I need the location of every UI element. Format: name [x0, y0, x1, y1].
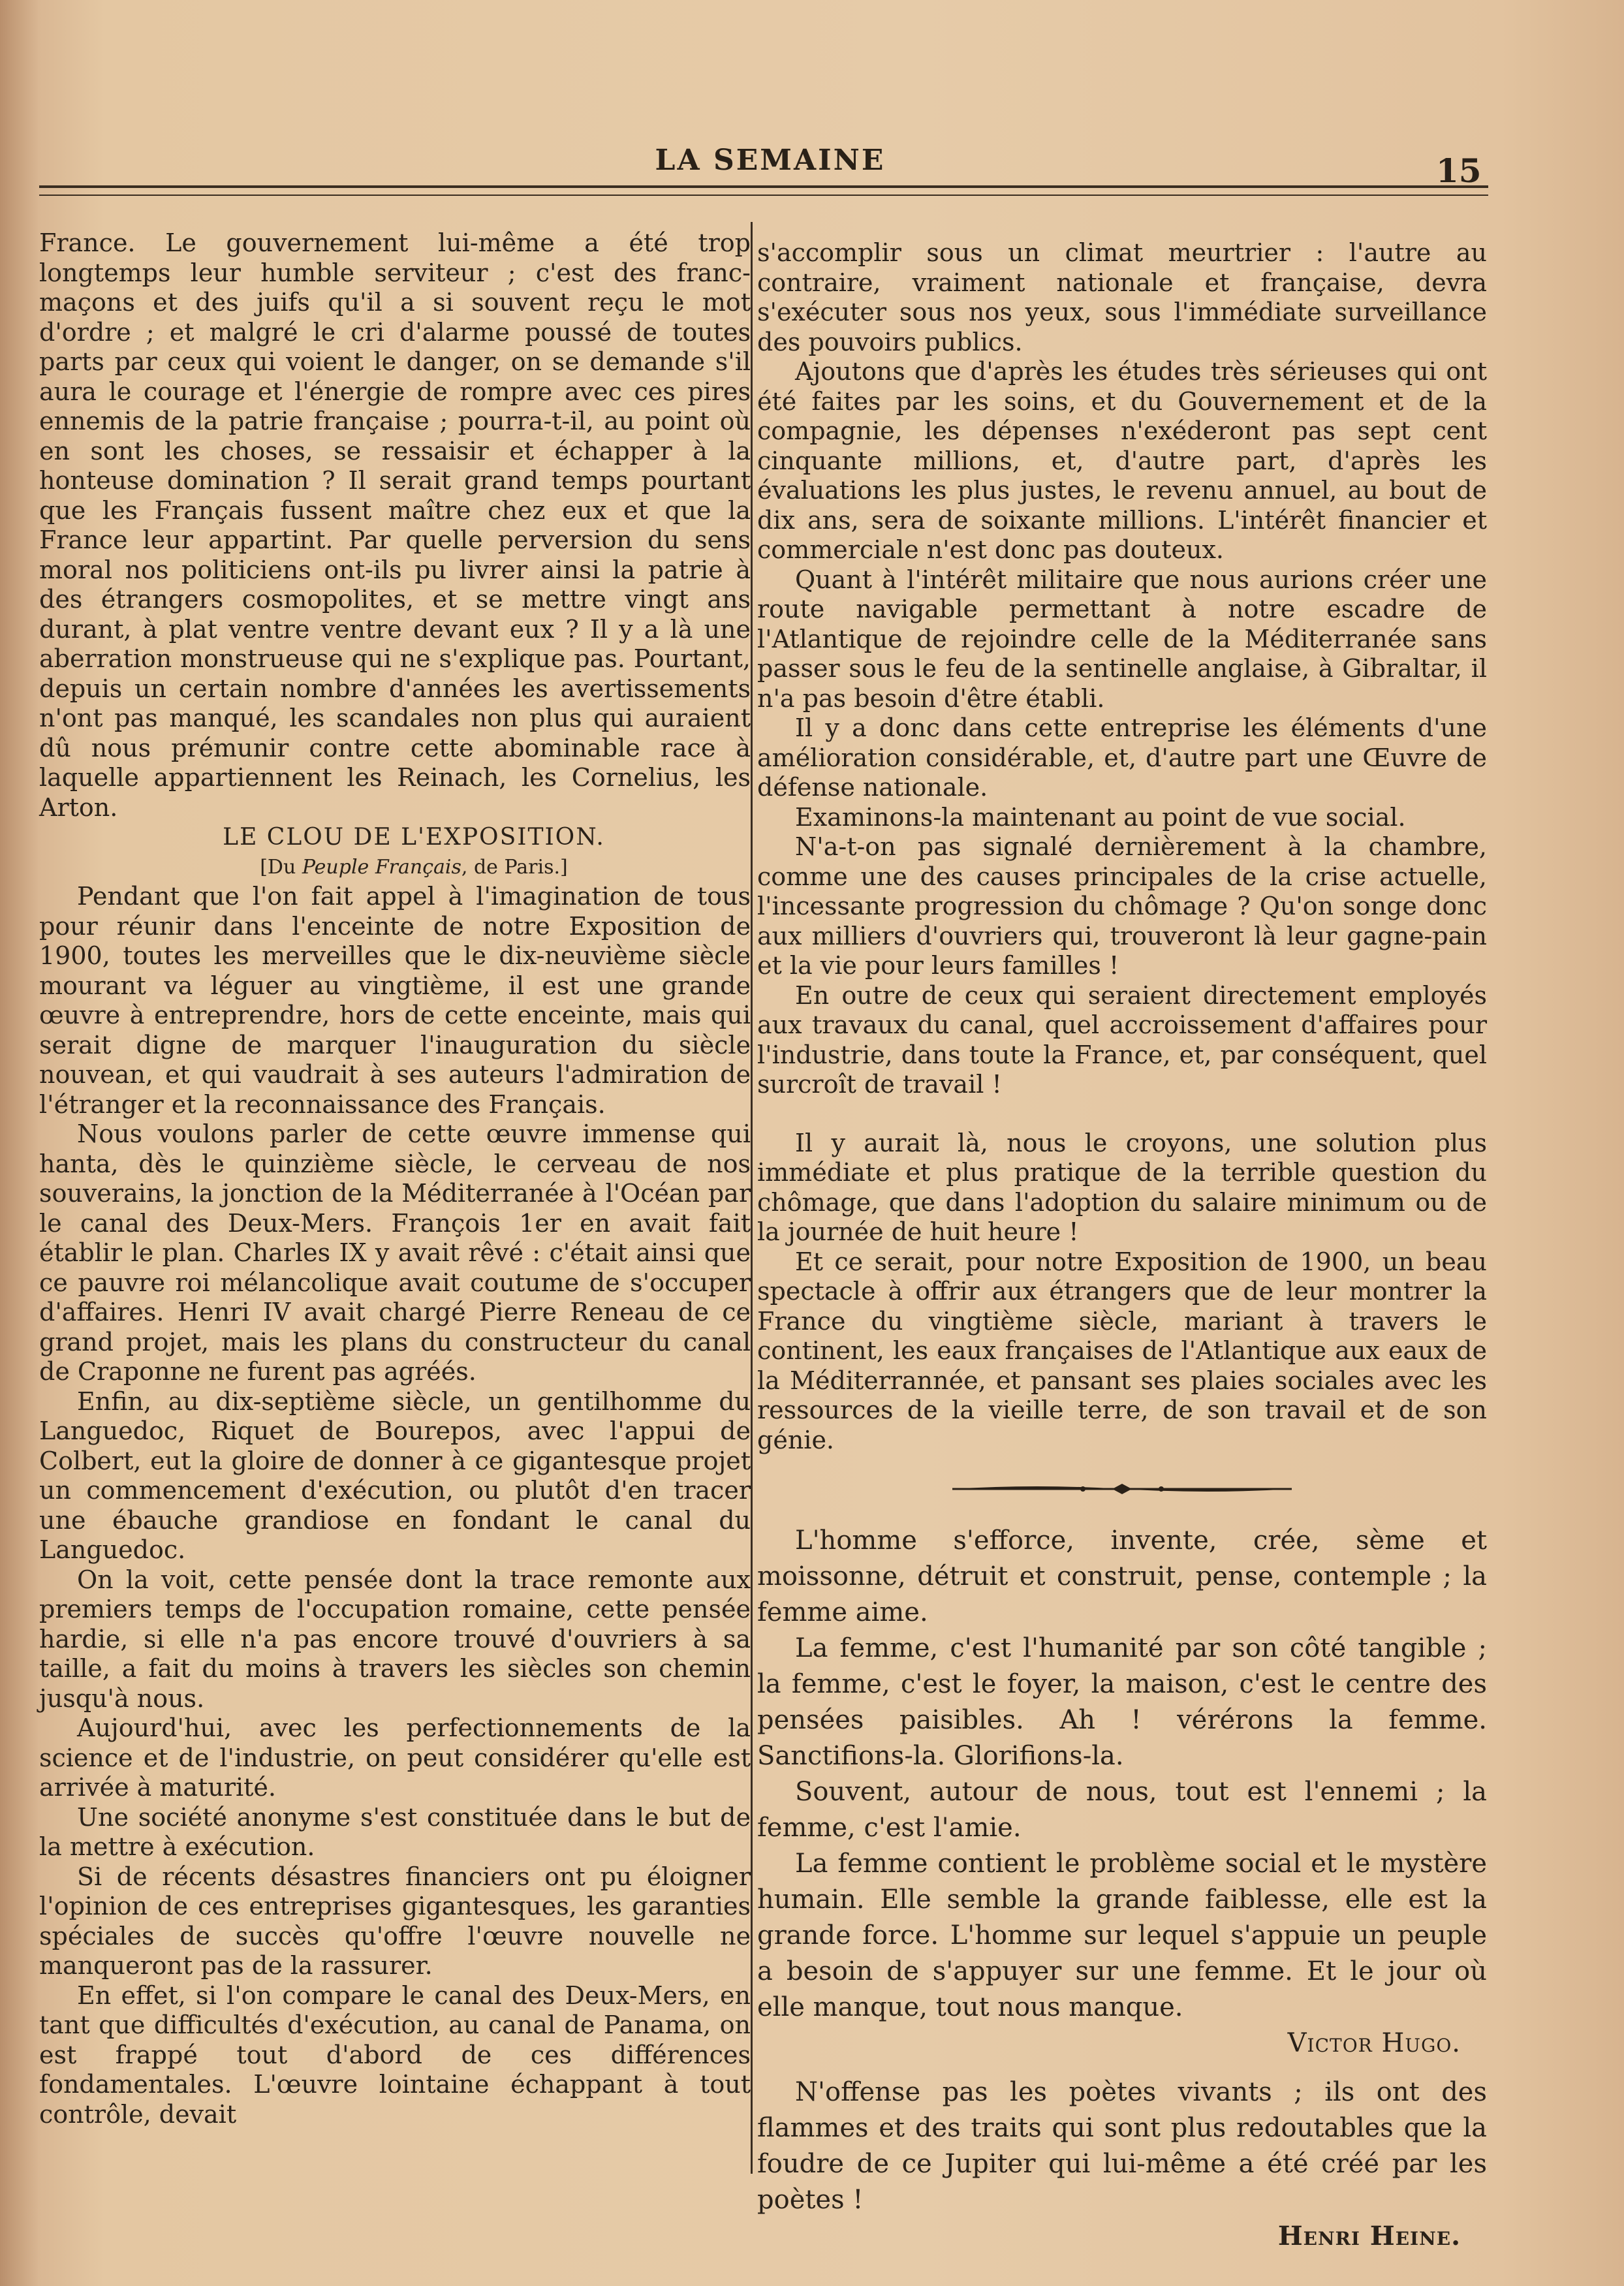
quote-paragraph: N'offense pas les poètes vivants ; ils ont des flammes et des traits qui sont plus redoutables que la foudre de ce Jupiter qui lui-même a été créé par les poètes !: [757, 2077, 1487, 2215]
quote-block: [757, 1523, 1487, 2254]
header-rule-thin: [39, 195, 1488, 196]
article-title: LE CLOU DE L'EXPOSITION.: [223, 824, 605, 851]
page-header-title: LA SEMAINE: [655, 144, 886, 177]
quote-paragraph: La femme contient le problème social et le mystère humain. Elle semble la grande faiblesse, elle est la grande force. L'homme sur lequel s'appuie un peuple a besoin de s'appuyer sur une femme. Et le jour où elle manque, tout nous manque.: [757, 1849, 1487, 2022]
article-paragraph: On la voit, cette pensée dont la trace remonte aux premiers temps de l'occupation romaine, cette pensée hardie, si elle n'a pas encore trouvé d'ouvriers à sa taille, a fait du moins à travers les siècles son chemin jusqu'à nous.: [39, 1565, 751, 1713]
paragraph-gap: [757, 1100, 1487, 1129]
article-paragraph: Pendant que l'on fait appel à l'imagination de tous pour réunir dans l'enceinte de notre Exposition de 1900, toutes les merveilles que le dix-neuvième siècle mourant va léguer au vingtième, il est une grande œuvre à entreprendre, hors de cette enceinte, mais qui serait digne de marquer l'inauguration du siècle nouvean, et qui vaudrait à ses auteurs l'admiration de l'étranger et la reconnaissance des Français.: [39, 882, 751, 1119]
article-paragraph: Ajoutons que d'après les études très sérieuses qui ont été faites par les soins, et du Gouvernement et de la compagnie, les dépenses n'exéderont pas sept cent cinquante millions, et, d'autre part, d'après les évaluations les plus justes, le revenu annuel, au bout de dix ans, sera de soixante millions. L'intérêt financier et commerciale n'est donc pas douteux.: [757, 357, 1487, 564]
quote-signature: Victor Hugo.: [1287, 2028, 1461, 2058]
right-column: [757, 238, 1487, 2254]
ornament-divider: [952, 1481, 1292, 1497]
quote-paragraph: L'homme s'efforce, invente, crée, sème et moissonne, détruit et construit, pense, contemple ; la femme aime.: [757, 1526, 1487, 1627]
article-paragraph: Quant à l'intérêt militaire que nous aurions créer une route navigable permettant à notre escadre de l'Atlantique de rejoindre celle de la Méditerranée sans passer sous le feu de la sentinelle anglaise, à Gibraltar, il n'a pas besoin d'être établi.: [757, 565, 1487, 713]
article-source: [Du Peuple Français, de Paris.]: [260, 855, 568, 879]
quote-signature: Henri Heine.: [1277, 2221, 1461, 2251]
header-rule: [39, 185, 1488, 188]
article-paragraph: s'accomplir sous un climat meurtrier : l'autre au contraire, vraiment nationale et française, devra s'exécuter sous nos yeux, sous l'immédiate surveillance des pouvoirs publics.: [757, 238, 1487, 356]
page-number: 15: [1436, 151, 1482, 190]
column-divider: [751, 222, 753, 2174]
article-paragraph: Si de récents désastres financiers ont pu éloigner l'opinion de ces entreprises gigantesques, les garanties spéciales de succès qu'offre l'œuvre nouvelle ne manqueront pas de la rassurer.: [39, 1862, 751, 1980]
article-paragraph: Nous voulons parler de cette œuvre immense qui hanta, dès le quinzième siècle, le cerveau de nos souverains, la jonction de la Méditerranée à l'Océan par le canal des Deux-Mers. François 1er en avait fait établir le plan. Charles IX y avait rêvé : c'était ainsi que ce pauvre roi mélancolique avait coutume de s'occuper d'affaires. Henri IV avait chargé Pierre Reneau de ce grand projet, mais les plans du constructeur du canal de Craponne ne furent pas agréés.: [39, 1120, 751, 1386]
article-paragraph: En outre de ceux qui seraient directement employés aux travaux du canal, quel accroissement d'affaires pour l'industrie, dans toute la France, et, par conséquent, quel surcroît de travail !: [757, 980, 1487, 1099]
article-paragraph: Examinons-la maintenant au point de vue social.: [795, 802, 1406, 832]
continued-paragraph: France. Le gouvernement lui-même a été trop longtemps leur humble serviteur ; c'est des franc-maçons et des juifs qu'il a si souvent reçu le mot d'ordre ; et malgré le cri d'alarme poussé de toutes parts par ceux qui voient le danger, on se demande s'il aura le courage et l'énergie de rompre avec ces pires ennemis de la patrie française ; pourra-t-il, au point où en sont les choses, se ressaisir et échapper à la honteuse domination ? Il serait grand temps pourtant que les Français fussent maître chez eux et que la France leur appartint. Par quelle perversion du sens moral nos politiciens ont-ils pu livrer ainsi la patrie à des étrangers cosmopolites, et se mettre vingt ans durant, à plat ventre ventre devant eux ? Il y a là une aberration monstrueuse qui ne s'explique pas. Pourtant, depuis un certain nombre d'années les avertissements n'ont pas manqué, les scandales non plus qui auraient dû nous prémunir contre cette abominable race à laquelle appartiennent les Reinach, les Cornelius, les Arton.: [39, 228, 751, 822]
article-paragraph: En effet, si l'on compare le canal des Deux-Mers, en tant que difficultés d'exécution, au canal de Panama, on est frappé tout d'abord de ces différences fondamentales. L'œuvre lointaine échappant à tout contrôle, devait: [39, 1981, 751, 2129]
quote-paragraph: Souvent, autour de nous, tout est l'ennemi ; la femme, c'est l'amie.: [757, 1777, 1487, 1843]
article-paragraph: Il y aurait là, nous le croyons, une solution plus immédiate et plus pratique de la terrible question du chômage, que dans l'adoption du salaire minimum ou de la journée de huit heure !: [757, 1128, 1487, 1246]
article-paragraph: Il y a donc dans cette entreprise les éléments d'une amélioration considérable, et, d'autre part une Œuvre de défense nationale.: [757, 713, 1487, 802]
quote-paragraph: La femme, c'est l'humanité par son côté tangible ; la femme, c'est le foyer, la maison, c'est le centre des pensées paisibles. Ah ! vérérons la femme. Sanctifions-la. Glorifions-la.: [757, 1633, 1487, 1771]
article-paragraph: Enfin, au dix-septième siècle, un gentilhomme du Languedoc, Riquet de Bourepos, avec l'appui de Colbert, eut la gloire de donner à ce gigantesque projet un commencement d'exécution, ou plutôt d'en tracer une ébauche grandiose en fondant le canal du Languedoc.: [39, 1386, 751, 1564]
left-column: [39, 228, 751, 2129]
article-paragraph: Et ce serait, pour notre Exposition de 1900, un beau spectacle à offrir aux étrangers que de leur montrer la France du vingtième siècle, mariant à travers le continent, les eaux françaises de l'Atlantique aux eaux de la Méditerrannée, et pansant ses plaies sociales avec les ressources de la vieille terre, de son travail et de son génie.: [757, 1247, 1487, 1454]
article-paragraph: Aujourd'hui, avec les perfectionnements de la science et de l'industrie, on peut considérer qu'elle est arrivée à maturité.: [39, 1714, 751, 1802]
article-paragraph: N'a-t-on pas signalé dernièrement à la chambre, comme une des causes principales de la crise actuelle, l'incessante progression du chômage ? Qu'on songe donc aux milliers d'ouvriers qui, trouveront là leur gagne-pain et la vie pour leurs familles !: [757, 832, 1487, 980]
article-paragraph: Une société anonyme s'est constituée dans le but de la mettre à exécution.: [39, 1802, 751, 1861]
